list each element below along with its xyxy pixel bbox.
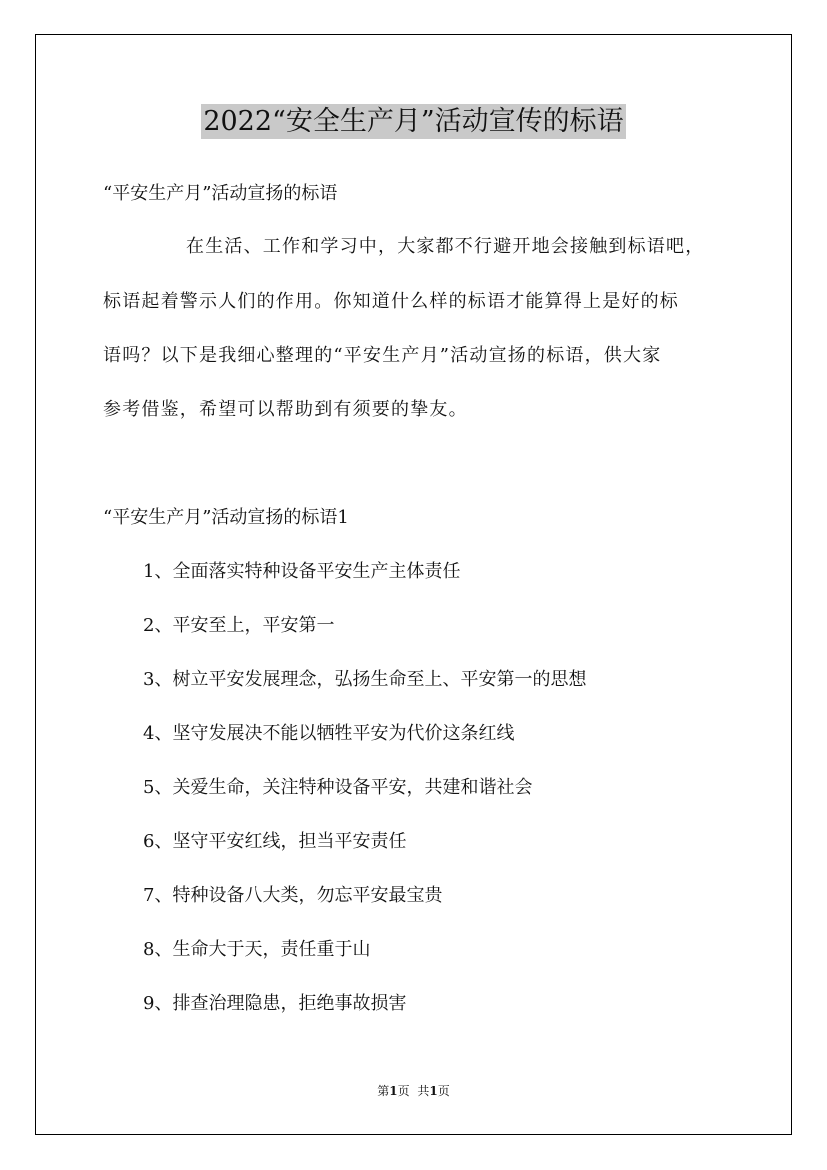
footer-page-prefix: 第 <box>377 1084 390 1098</box>
slogan-item-7: 7、特种设备八大类，勿忘平安最宝贵 <box>143 885 443 906</box>
slogan-item-4: 4、坚守发展决不能以牺牲平安为代价这条红线 <box>143 723 515 744</box>
slogan-item-8: 8、生命大于天，责任重于山 <box>143 939 371 960</box>
footer-total-prefix: 共 <box>417 1084 430 1098</box>
intro-paragraph-line-1: 在生活、工作和学习中，大家都不行避开地会接触到标语吧， <box>186 236 705 257</box>
document-subtitle: “平安生产月”活动宣扬的标语 <box>103 183 338 204</box>
slogan-item-5: 5、关爱生命，关注特种设备平安，共建和谐社会 <box>143 777 533 798</box>
intro-paragraph-line-2: 标语起着警示人们的作用。你知道什么样的标语才能算得上是好的标 <box>103 291 679 312</box>
slogan-item-9: 9、排查治理隐患，拒绝事故损害 <box>143 993 407 1014</box>
document-title-text: 2022“安全生产月”活动宣传的标语 <box>203 106 624 137</box>
footer-total-pages: 1 <box>429 1084 438 1098</box>
footer-page-number: 1 <box>389 1084 398 1098</box>
page-footer <box>0 1083 827 1099</box>
footer-page-suffix: 页 <box>397 1084 410 1098</box>
slogan-item-2: 2、平安至上，平安第一 <box>143 615 335 636</box>
slogan-item-6: 6、坚守平安红线，担当平安责任 <box>143 831 407 852</box>
intro-paragraph-line-4: 参考借鉴，希望可以帮助到有须要的挚友。 <box>103 399 468 420</box>
slogan-item-3: 3、树立平安发展理念，弘扬生命至上、平安第一的思想 <box>143 669 587 690</box>
intro-paragraph-line-3: 语吗？以下是我细心整理的“平安生产月”活动宣扬的标语，供大家 <box>103 345 662 366</box>
slogan-item-1: 1、全面落实特种设备平安生产主体责任 <box>143 561 461 582</box>
footer-total-suffix: 页 <box>437 1084 450 1098</box>
document-title <box>0 100 827 147</box>
section-heading: “平安生产月”活动宣扬的标语1 <box>103 507 349 528</box>
